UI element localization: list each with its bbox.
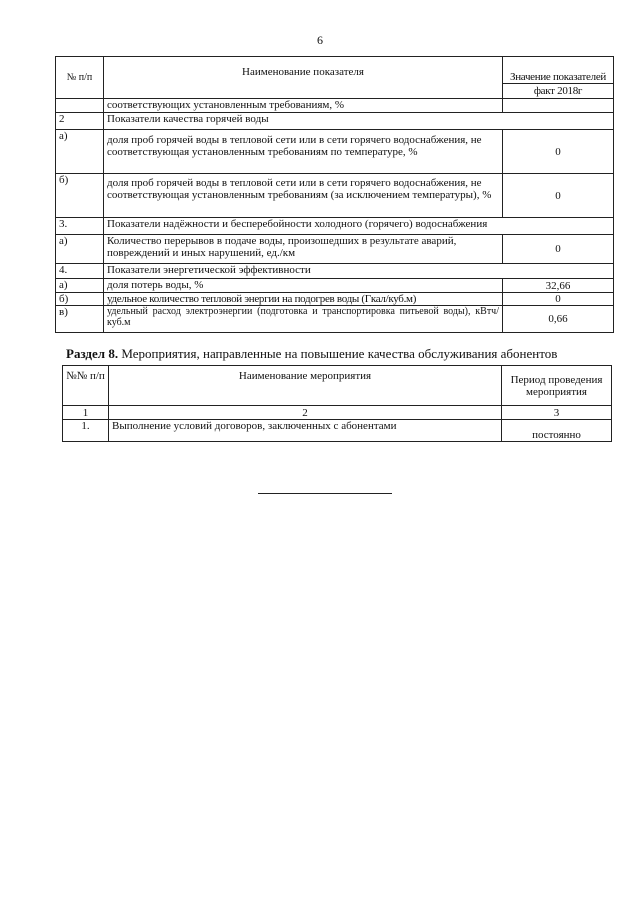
header-period: Период проведения мероприятия — [502, 366, 612, 406]
row-value: 0 — [503, 235, 614, 264]
indicators-table — [55, 56, 614, 333]
table-row — [56, 99, 614, 113]
column-numbers-row — [63, 406, 612, 420]
header-name: Наименование мероприятия — [109, 366, 502, 406]
col-number-3: 3 — [502, 406, 612, 420]
table-row — [56, 174, 614, 218]
table-row — [56, 218, 614, 235]
row-value — [503, 99, 614, 113]
table-row — [56, 293, 614, 306]
header-num: №№ п/п — [63, 366, 109, 406]
row-num: а) — [56, 235, 104, 264]
row-value: 0 — [503, 174, 614, 218]
row-name: доля проб горячей воды в тепловой сети или в сети горячего водоснабжения, не соответствующая установленным требованиям по температуре, % — [104, 130, 503, 174]
row-num: в) — [56, 306, 104, 333]
table-row — [56, 130, 614, 174]
row-num — [56, 99, 104, 113]
row-num: 3. — [56, 218, 104, 235]
row-num: б) — [56, 174, 104, 218]
measures-table — [62, 365, 612, 442]
header-value — [503, 57, 614, 99]
table-row — [56, 279, 614, 293]
row-num: 2 — [56, 113, 104, 130]
row-name: Показатели качества горячей воды — [104, 113, 614, 130]
row-value: 32,66 — [503, 279, 614, 293]
row-name: соответствующих установленным требованиям, % — [104, 99, 503, 113]
header-value-line2: факт 2018г — [503, 83, 613, 98]
table-row — [56, 113, 614, 130]
row-name: доля потерь воды, % — [104, 279, 503, 293]
row-period: постоянно — [502, 420, 612, 442]
header-name: Наименование показателя — [104, 57, 503, 99]
row-value: 0,66 — [503, 306, 614, 333]
row-name: Выполнение условий договоров, заключенных с абонентами — [109, 420, 502, 442]
row-num: 1. — [63, 420, 109, 442]
table-header-row — [56, 57, 614, 99]
row-num: 4. — [56, 264, 104, 279]
signature-separator-line — [258, 493, 392, 494]
header-num: № п/п — [56, 57, 104, 99]
row-num: а) — [56, 130, 104, 174]
col-number-2: 2 — [109, 406, 502, 420]
section-8-title: Мероприятия, направленные на повышение качества обслуживания абонентов — [121, 346, 558, 361]
table-header-row — [63, 366, 612, 406]
table-row — [56, 264, 614, 279]
row-name: Количество перерывов в подаче воды, произошедших в результате аварий, повреждений и иных нарушений, ед./км — [104, 235, 503, 264]
row-value: 0 — [503, 293, 614, 306]
table-row — [56, 306, 614, 333]
row-num: б) — [56, 293, 104, 306]
row-name: доля проб горячей воды в тепловой сети или в сети горячего водоснабжения, не соответствующая установленным требованиям (за исключением температуры), % — [104, 174, 503, 218]
page-number: 6 — [317, 33, 323, 47]
section-8-number: Раздел 8. — [66, 346, 119, 361]
row-num: а) — [56, 279, 104, 293]
row-name: Показатели надёжности и бесперебойности холодного (горячего) водоснабжения — [104, 218, 614, 235]
table-row — [56, 235, 614, 264]
row-value: 0 — [503, 130, 614, 174]
table-row — [63, 420, 612, 442]
section-8-heading — [66, 346, 557, 362]
col-number-1: 1 — [63, 406, 109, 420]
row-name: Показатели энергетической эффективности — [104, 264, 614, 279]
row-name: удельный расход электроэнергии (подготовка и транспортировка питьевой воды), кВтч/куб.м — [104, 306, 503, 333]
row-name: удельное количество тепловой энергии на подогрев воды (Гкал/куб.м) — [104, 293, 503, 306]
header-value-line1: Значение показателей — [510, 71, 606, 83]
